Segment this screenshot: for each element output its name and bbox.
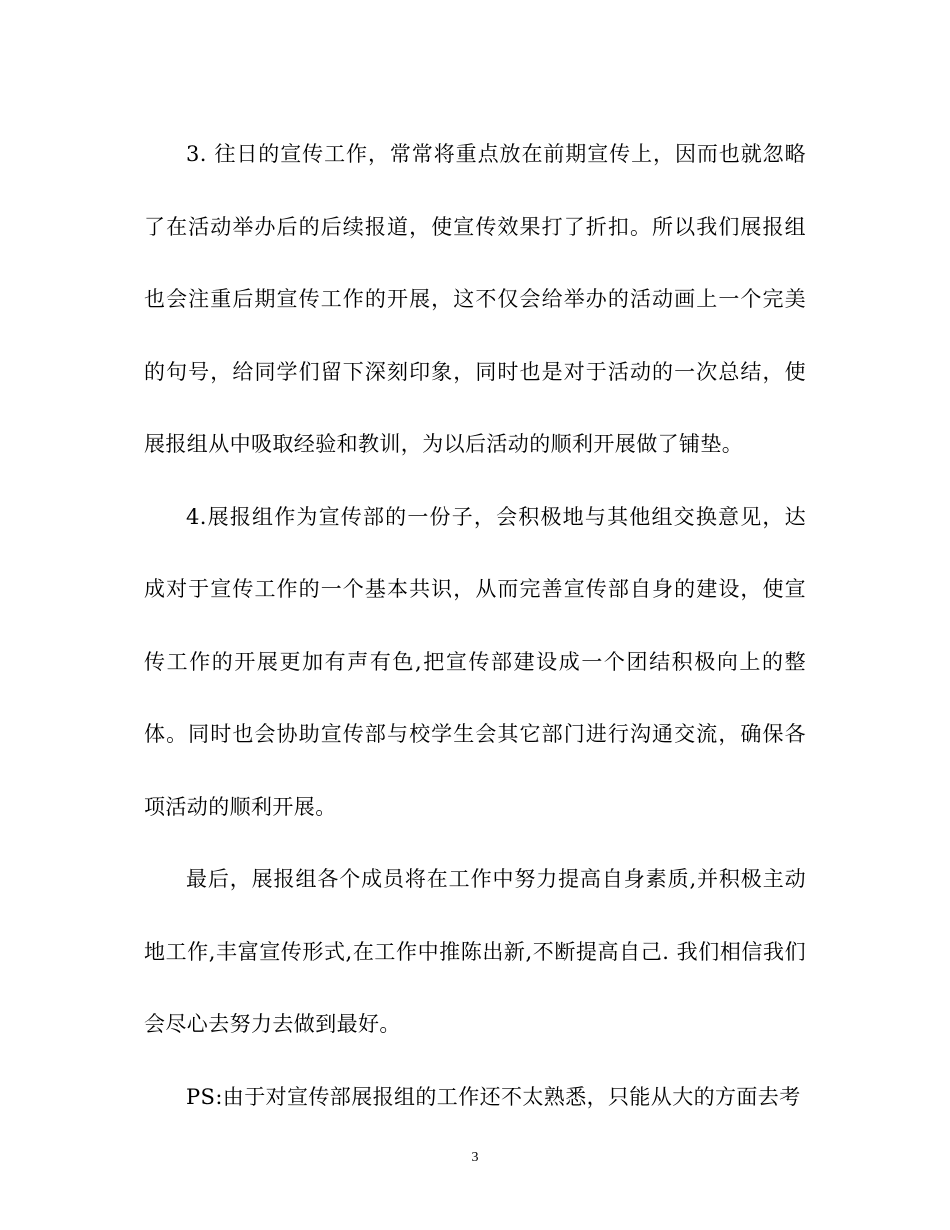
paragraph-3-post-event-reporting: 3. 往日的宣传工作，常常将重点放在前期宣传上，因而也就忽略了在活动举办后的后续报道，使宣传效果打了折扣。所以我们展报组也会注重后期宣传工作的开展，这不仅会给举办的活动画上一个完美的句号，给同学们留下深刻印象，同时也是对于活动的一次总结，使展报组从中吸取经验和教训，为以后活动的顺利开展做了铺垫。 [144,142,806,456]
paragraph-ps-note: PS:由于对宣传部展报组的工作还不太熟悉，只能从大的方面去考 [186,1084,801,1109]
document-body [144,118,806,1133]
paragraph-4-cooperation: 4.展报组作为宣传部的一份子，会积极地与其他组交换意见，达成对于宣传工作的一个基本共识，从而完善宣传部自身的建设，使宣传工作的开展更加有声有色,把宣传部建设成一个团结积极向上的整体。同时也会协助宣传部与校学生会其它部门进行沟通交流，确保各项活动的顺利开展。 [144,504,806,819]
page-number: 3 [471,1150,479,1165]
paragraph-conclusion: 最后，展报组各个成员将在工作中努力提高自身素质,并积极主动地工作,丰富宣传形式,在工作中推陈出新,不断提高自己. 我们相信我们会尽心去努力去做到最好。 [144,867,806,1036]
